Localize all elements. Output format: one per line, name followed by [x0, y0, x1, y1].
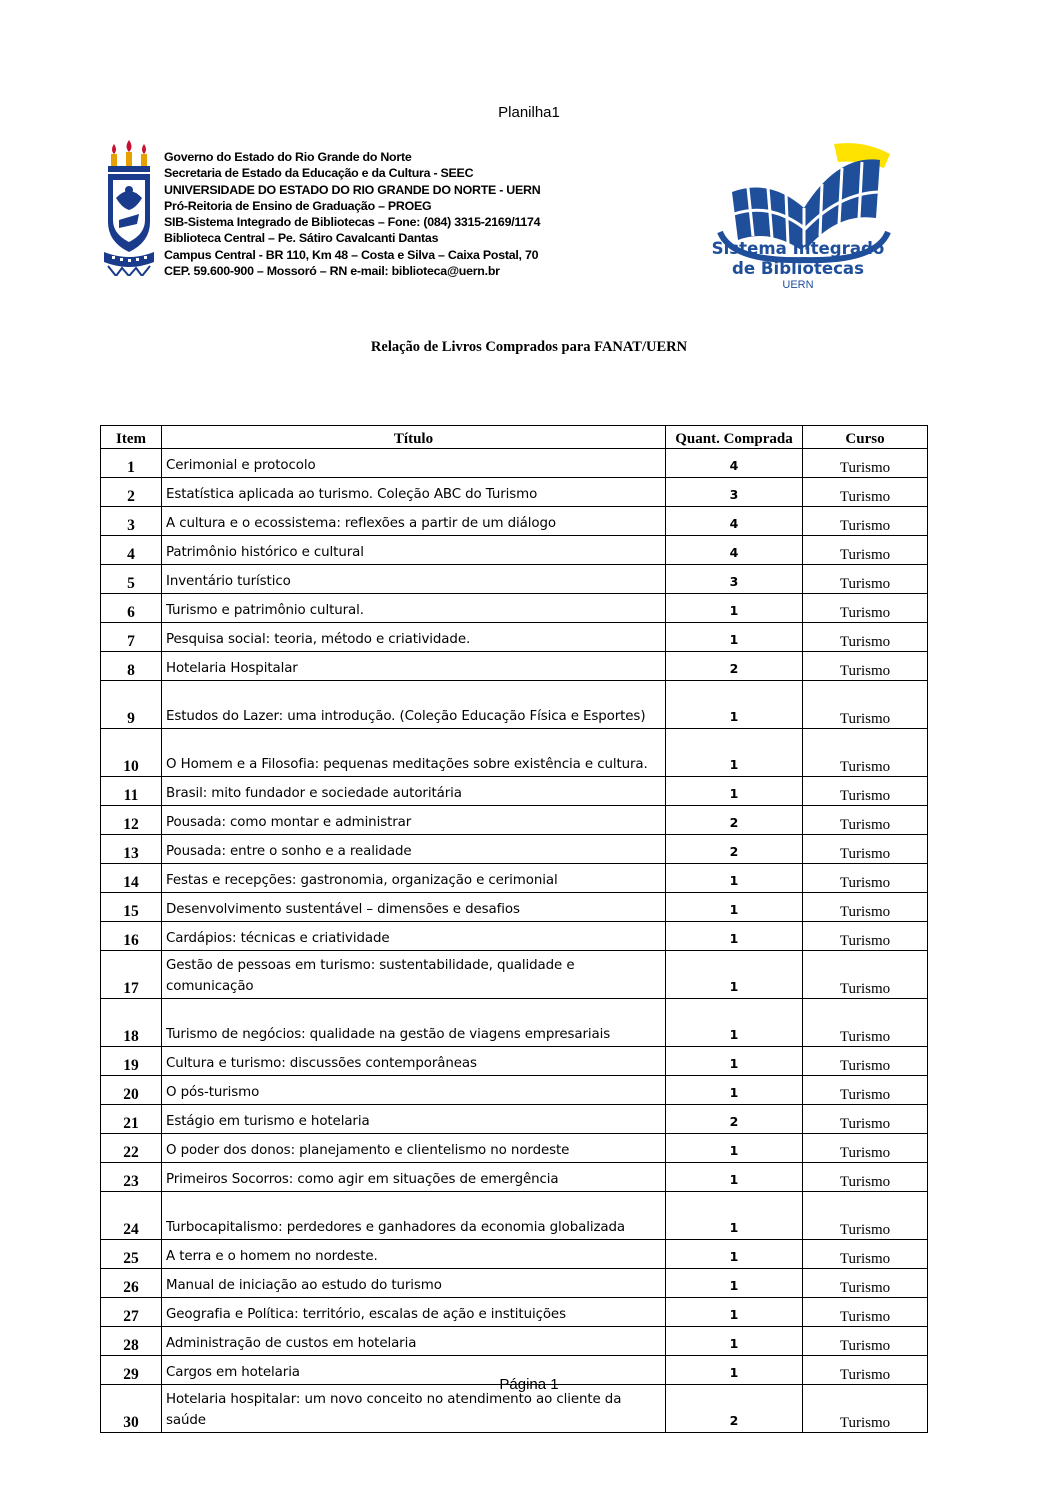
- cell-title: Hotelaria Hospitalar: [162, 652, 666, 681]
- cell-course: Turismo: [803, 1047, 928, 1076]
- table-row: [101, 478, 928, 507]
- cell-qty: 1: [666, 922, 803, 951]
- cell-title: Primeiros Socorros: como agir em situações de emergência: [162, 1163, 666, 1192]
- table-row: [101, 864, 928, 893]
- cell-title: Estatística aplicada ao turismo. Coleção ABC do Turismo: [162, 478, 666, 507]
- cell-course: Turismo: [803, 1356, 928, 1385]
- cell-course: Turismo: [803, 565, 928, 594]
- table-row: [101, 1327, 928, 1356]
- cell-qty: 1: [666, 1163, 803, 1192]
- header-title: Título: [162, 426, 666, 449]
- cell-qty: 1: [666, 1269, 803, 1298]
- cell-course: Turismo: [803, 1327, 928, 1356]
- table-row: [101, 951, 928, 999]
- cell-item: 30: [101, 1385, 162, 1433]
- sib-logo-sub: UERN: [782, 279, 814, 291]
- cell-item: 5: [101, 565, 162, 594]
- cell-title: Desenvolvimento sustentável – dimensões e desafios: [162, 893, 666, 922]
- cell-item: 27: [101, 1298, 162, 1327]
- cell-qty: 3: [666, 565, 803, 594]
- sib-logo-text: [698, 239, 898, 279]
- header-item: Item: [101, 426, 162, 449]
- table-row: [101, 777, 928, 806]
- header-line: SIB-Sistema Integrado de Bibliotecas – Fone: (084) 3315-2169/1174: [164, 215, 541, 230]
- cell-item: 8: [101, 652, 162, 681]
- cell-course: Turismo: [803, 893, 928, 922]
- cell-title: O pós-turismo: [162, 1076, 666, 1105]
- cell-qty: 3: [666, 478, 803, 507]
- table-row: [101, 449, 928, 478]
- table-row: [101, 835, 928, 864]
- cell-item: 1: [101, 449, 162, 478]
- cell-title: Manual de iniciação ao estudo do turismo: [162, 1269, 666, 1298]
- cell-title: A terra e o homem no nordeste.: [162, 1240, 666, 1269]
- cell-qty: 2: [666, 652, 803, 681]
- cell-qty: 1: [666, 1192, 803, 1240]
- cell-qty: 4: [666, 507, 803, 536]
- cell-title: Pousada: como montar e administrar: [162, 806, 666, 835]
- cell-course: Turismo: [803, 729, 928, 777]
- cell-item: 15: [101, 893, 162, 922]
- cell-title: Estágio em turismo e hotelaria: [162, 1105, 666, 1134]
- cell-course: Turismo: [803, 623, 928, 652]
- cell-item: 22: [101, 1134, 162, 1163]
- cell-title: Cargos em hotelaria: [162, 1356, 666, 1385]
- cell-item: 14: [101, 864, 162, 893]
- cell-qty: 1: [666, 1327, 803, 1356]
- cell-item: 26: [101, 1269, 162, 1298]
- cell-course: Turismo: [803, 1385, 928, 1433]
- institution-header: [164, 149, 540, 279]
- cell-course: Turismo: [803, 536, 928, 565]
- cell-course: Turismo: [803, 922, 928, 951]
- cell-course: Turismo: [803, 1240, 928, 1269]
- table-row: [101, 999, 928, 1047]
- cell-item: 28: [101, 1327, 162, 1356]
- cell-title: A cultura e o ecossistema: reflexões a partir de um diálogo: [162, 507, 666, 536]
- table-row: [101, 1192, 928, 1240]
- table-row: [101, 806, 928, 835]
- cell-item: 29: [101, 1356, 162, 1385]
- cell-course: Turismo: [803, 1269, 928, 1298]
- header-line: Pró-Reitoria de Ensino de Graduação – PROEG: [164, 198, 432, 213]
- cell-item: 24: [101, 1192, 162, 1240]
- cell-item: 3: [101, 507, 162, 536]
- cell-title: Hotelaria hospitalar: um novo conceito no atendimento ao cliente da saúde: [162, 1385, 666, 1433]
- table-row: [101, 1298, 928, 1327]
- cell-title: Administração de custos em hotelaria: [162, 1327, 666, 1356]
- cell-title: O poder dos donos: planejamento e clientelismo no nordeste: [162, 1134, 666, 1163]
- cell-qty: 1: [666, 1298, 803, 1327]
- cell-item: 18: [101, 999, 162, 1047]
- table-row: [101, 1047, 928, 1076]
- cell-course: Turismo: [803, 806, 928, 835]
- cell-title: Inventário turístico: [162, 565, 666, 594]
- cell-title: O Homem e a Filosofia: pequenas meditações sobre existência e cultura.: [162, 729, 666, 777]
- cell-title: Patrimônio histórico e cultural: [162, 536, 666, 565]
- cell-title: Geografia e Política: território, escalas de ação e instituições: [162, 1298, 666, 1327]
- page-number: Página 1: [499, 1376, 559, 1393]
- cell-item: 2: [101, 478, 162, 507]
- cell-qty: 1: [666, 777, 803, 806]
- cell-qty: 1: [666, 1076, 803, 1105]
- cell-item: 12: [101, 806, 162, 835]
- table-row: [101, 594, 928, 623]
- cell-title: Estudos do Lazer: uma introdução. (Coleção Educação Física e Esportes): [162, 681, 666, 729]
- cell-item: 17: [101, 951, 162, 999]
- header-line: Campus Central - BR 110, Km 48 – Costa e Silva – Caixa Postal, 70: [164, 247, 539, 262]
- cell-course: Turismo: [803, 681, 928, 729]
- cell-course: Turismo: [803, 951, 928, 999]
- cell-qty: 1: [666, 999, 803, 1047]
- table-row: [101, 1269, 928, 1298]
- cell-qty: 2: [666, 806, 803, 835]
- cell-qty: 2: [666, 1105, 803, 1134]
- cell-item: 19: [101, 1047, 162, 1076]
- cell-course: Turismo: [803, 1076, 928, 1105]
- table-row: [101, 565, 928, 594]
- cell-qty: 2: [666, 1385, 803, 1433]
- cell-title: Cultura e turismo: discussões contemporâneas: [162, 1047, 666, 1076]
- table-row: [101, 729, 928, 777]
- cell-course: Turismo: [803, 507, 928, 536]
- cell-qty: 4: [666, 536, 803, 565]
- table-row: [101, 623, 928, 652]
- cell-qty: 1: [666, 864, 803, 893]
- header-line: CEP. 59.600-900 – Mossoró – RN e-mail: biblioteca@uern.br: [164, 264, 500, 279]
- cell-course: Turismo: [803, 478, 928, 507]
- cell-title: Brasil: mito fundador e sociedade autoritária: [162, 777, 666, 806]
- cell-qty: 1: [666, 893, 803, 922]
- table-row: [101, 1163, 928, 1192]
- header-qty: Quant. Comprada: [666, 426, 803, 449]
- cell-course: Turismo: [803, 652, 928, 681]
- cell-qty: 1: [666, 729, 803, 777]
- cell-qty: 1: [666, 951, 803, 999]
- cell-qty: 1: [666, 1134, 803, 1163]
- cell-title: Pesquisa social: teoria, método e criatividade.: [162, 623, 666, 652]
- header-line: Biblioteca Central – Pe. Sátiro Cavalcanti Dantas: [164, 231, 439, 246]
- cell-item: 13: [101, 835, 162, 864]
- cell-course: Turismo: [803, 1298, 928, 1327]
- cell-course: Turismo: [803, 594, 928, 623]
- cell-item: 21: [101, 1105, 162, 1134]
- cell-item: 7: [101, 623, 162, 652]
- table-row: [101, 507, 928, 536]
- cell-item: 6: [101, 594, 162, 623]
- cell-item: 20: [101, 1076, 162, 1105]
- sheet-name: Planilha1: [498, 104, 560, 121]
- cell-item: 16: [101, 922, 162, 951]
- cell-course: Turismo: [803, 864, 928, 893]
- cell-qty: 2: [666, 835, 803, 864]
- cell-title: Gestão de pessoas em turismo: sustentabilidade, qualidade e comunicação: [162, 951, 666, 999]
- cell-item: 25: [101, 1240, 162, 1269]
- cell-course: Turismo: [803, 835, 928, 864]
- cell-qty: 1: [666, 623, 803, 652]
- header-line: Governo do Estado do Rio Grande do Norte: [164, 150, 412, 164]
- table-row: [101, 1105, 928, 1134]
- header-course: Curso: [803, 426, 928, 449]
- table-row: [101, 1134, 928, 1163]
- cell-course: Turismo: [803, 1163, 928, 1192]
- cell-qty: 1: [666, 1356, 803, 1385]
- cell-qty: 1: [666, 594, 803, 623]
- cell-course: Turismo: [803, 449, 928, 478]
- cell-course: Turismo: [803, 999, 928, 1047]
- table-row: [101, 1076, 928, 1105]
- cell-qty: 1: [666, 1240, 803, 1269]
- table-row: [101, 893, 928, 922]
- header-line: Secretaria de Estado da Educação e da Cultura - SEEC: [164, 166, 474, 181]
- cell-qty: 1: [666, 681, 803, 729]
- cell-course: Turismo: [803, 1192, 928, 1240]
- cell-item: 23: [101, 1163, 162, 1192]
- cell-item: 4: [101, 536, 162, 565]
- cell-qty: 1: [666, 1047, 803, 1076]
- cell-title: Festas e recepções: gastronomia, organização e cerimonial: [162, 864, 666, 893]
- header-line: UNIVERSIDADE DO ESTADO DO RIO GRANDE DO NORTE - UERN: [164, 182, 541, 197]
- cell-title: Turismo de negócios: qualidade na gestão de viagens empresariais: [162, 999, 666, 1047]
- table-row: [101, 922, 928, 951]
- table-row: [101, 1240, 928, 1269]
- cell-item: 10: [101, 729, 162, 777]
- cell-item: 11: [101, 777, 162, 806]
- cell-course: Turismo: [803, 1105, 928, 1134]
- cell-course: Turismo: [803, 1134, 928, 1163]
- cell-title: Turismo e patrimônio cultural.: [162, 594, 666, 623]
- cell-qty: 4: [666, 449, 803, 478]
- sib-logo-line: Sistema Integrado: [711, 239, 885, 258]
- cell-title: Cerimonial e protocolo: [162, 449, 666, 478]
- cell-title: Cardápios: técnicas e criatividade: [162, 922, 666, 951]
- books-table: [100, 425, 928, 1433]
- cell-item: 9: [101, 681, 162, 729]
- uern-crest-logo: [104, 140, 154, 276]
- table-row: [101, 681, 928, 729]
- cell-course: Turismo: [803, 777, 928, 806]
- sib-logo-line: de Bibliotecas: [732, 259, 864, 278]
- table-row: [101, 652, 928, 681]
- document-title: Relação de Livros Comprados para FANAT/UERN: [370, 339, 688, 355]
- table-row: [101, 536, 928, 565]
- cell-title: Pousada: entre o sonho e a realidade: [162, 835, 666, 864]
- cell-title: Turbocapitalismo: perdedores e ganhadores da economia globalizada: [162, 1192, 666, 1240]
- table-header-row: [101, 426, 928, 449]
